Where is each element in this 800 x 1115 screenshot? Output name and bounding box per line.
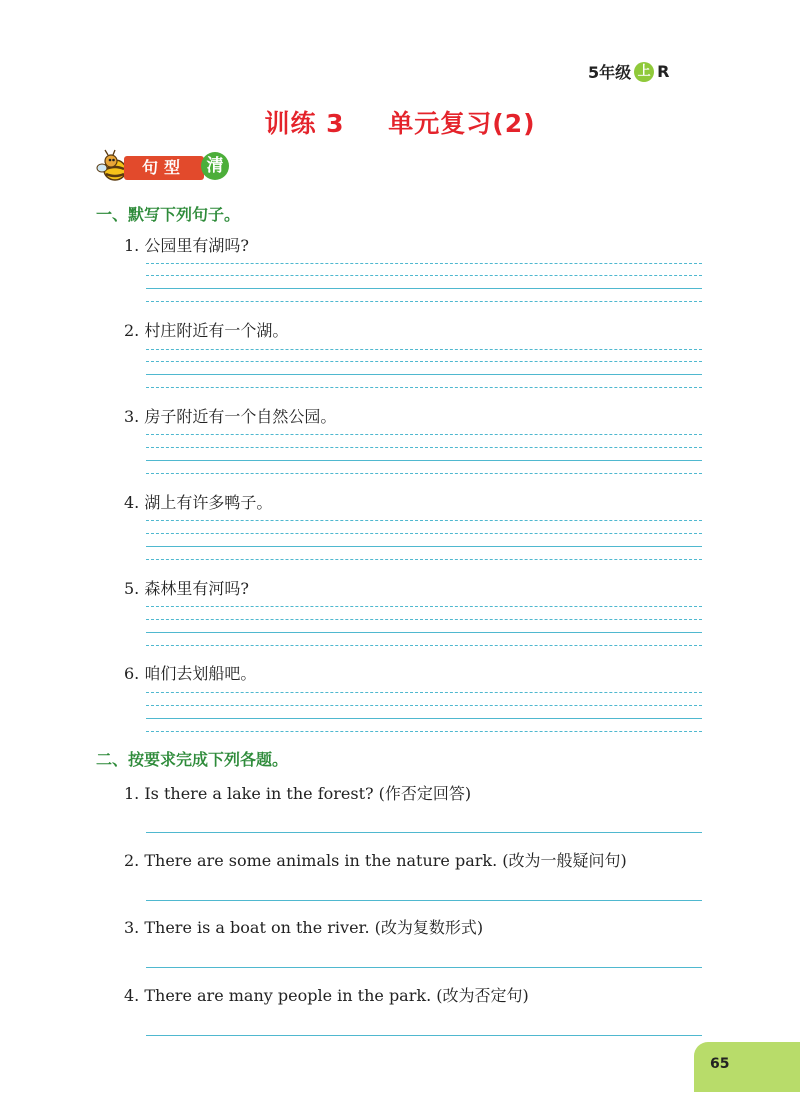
grade-suffix: R: [657, 62, 670, 81]
section1-item-5: 5. 森林里有河吗?: [124, 579, 249, 598]
answer-line-4[interactable]: [146, 1035, 702, 1036]
grade-prefix: 5年级: [588, 63, 632, 82]
badge-label: 句型: [124, 156, 204, 180]
title-text: 单元复习(2): [388, 109, 536, 138]
section2-heading: 二、按要求完成下列各题。: [96, 750, 289, 769]
answer-line-1[interactable]: [146, 832, 702, 833]
badge-mark: 清: [201, 152, 229, 180]
section1-item-4: 4. 湖上有许多鸭子。: [124, 493, 273, 512]
section1-item-6: 6. 咱们去划船吧。: [124, 664, 257, 683]
section2-item-3: 3. There is a boat on the river. (改为复数形式): [124, 918, 484, 937]
answer-line-3[interactable]: [146, 967, 702, 968]
section2-item-4: 4. There are many people in the park. (改为否定句): [124, 986, 529, 1005]
sentence-pattern-badge: [96, 146, 231, 186]
section1-item-3: 3. 房子附近有一个自然公园。: [124, 407, 337, 426]
section2-item-2: 2. There are some animals in the nature park. (改为一般疑问句): [124, 851, 627, 870]
answer-line-2[interactable]: [146, 900, 702, 901]
title-number: 训练 3: [264, 109, 345, 138]
grade-badge: 上: [634, 62, 654, 82]
section1-item-1: 1. 公园里有湖吗?: [124, 236, 249, 255]
section2-item-1: 1. Is there a lake in the forest? (作否定回答): [124, 784, 472, 803]
section1-heading: 一、默写下列句子。: [96, 205, 241, 224]
page-title: [0, 104, 800, 140]
grade-label: [588, 60, 669, 83]
section1-item-2: 2. 村庄附近有一个湖。: [124, 321, 289, 340]
page-number: 65: [694, 1042, 800, 1092]
